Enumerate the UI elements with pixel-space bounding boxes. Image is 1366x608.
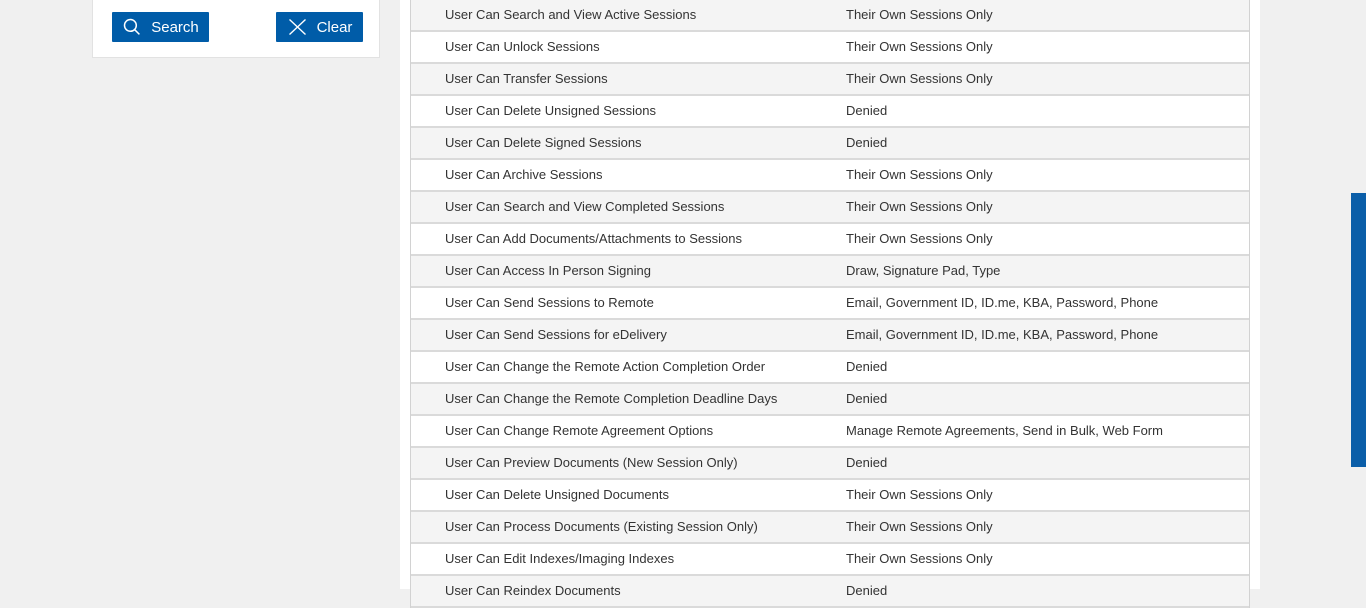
x-cross-icon (287, 17, 308, 37)
permission-value: Their Own Sessions Only (846, 231, 993, 246)
permission-value: Denied (846, 455, 888, 470)
permission-name: User Can Change the Remote Action Completion Order (445, 359, 766, 374)
table-row (411, 352, 1249, 384)
permission-name: User Can Edit Indexes/Imaging Indexes (445, 551, 675, 566)
permission-name: User Can Send Sessions to Remote (445, 295, 654, 310)
permission-value: Denied (846, 583, 888, 598)
table-row (411, 576, 1249, 608)
table-row (411, 128, 1249, 160)
permission-value: Denied (846, 359, 888, 374)
table-row (411, 320, 1249, 352)
scrollbar-thumb[interactable] (1351, 193, 1366, 467)
permission-value: Their Own Sessions Only (846, 519, 993, 534)
table-row (411, 32, 1249, 64)
permission-name: User Can Delete Unsigned Sessions (445, 103, 656, 118)
main-panel (400, 0, 1260, 598)
permission-value: Their Own Sessions Only (846, 39, 993, 54)
permission-name: User Can Archive Sessions (445, 167, 603, 182)
permission-name: User Can Add Documents/Attachments to Sessions (445, 231, 742, 246)
permission-name: User Can Send Sessions for eDelivery (445, 327, 667, 342)
search-button-label: Search (151, 18, 199, 36)
table-row (411, 512, 1249, 544)
permission-name: User Can Search and View Active Sessions (445, 7, 697, 22)
permission-name: User Can Delete Unsigned Documents (445, 487, 669, 502)
permission-value: Denied (846, 135, 888, 150)
permission-value: Draw, Signature Pad, Type (846, 263, 1001, 278)
permission-value: Denied (846, 103, 888, 118)
permission-name: User Can Delete Signed Sessions (445, 135, 642, 150)
permission-value: Their Own Sessions Only (846, 71, 993, 86)
permission-value: Their Own Sessions Only (846, 551, 993, 566)
permission-name: User Can Preview Documents (New Session Only) (445, 455, 738, 470)
permission-name: User Can Access In Person Signing (445, 263, 651, 278)
clear-button-label: Clear (316, 18, 353, 36)
search-button[interactable] (112, 12, 209, 42)
permission-name: User Can Transfer Sessions (445, 71, 608, 86)
table-row (411, 96, 1249, 128)
table-row (411, 160, 1249, 192)
table-row (411, 416, 1249, 448)
clear-button[interactable] (276, 12, 363, 42)
permission-value: Their Own Sessions Only (846, 199, 993, 214)
permission-name: User Can Process Documents (Existing Session Only) (445, 519, 758, 534)
table-row (411, 224, 1249, 256)
table-row (411, 480, 1249, 512)
permission-value: Email, Government ID, ID.me, KBA, Password, Phone (846, 295, 1159, 310)
permission-value: Their Own Sessions Only (846, 167, 993, 182)
permission-value: Email, Government ID, ID.me, KBA, Password, Phone (846, 327, 1159, 342)
table-row (411, 544, 1249, 576)
permission-value: Denied (846, 391, 888, 406)
permission-value: Their Own Sessions Only (846, 7, 993, 22)
table-row (411, 192, 1249, 224)
table-row (411, 448, 1249, 480)
permission-name: User Can Unlock Sessions (445, 39, 600, 54)
table-row (411, 64, 1249, 96)
permission-value: Their Own Sessions Only (846, 487, 993, 502)
search-panel (92, 0, 380, 58)
permission-name: User Can Change Remote Agreement Options (445, 423, 714, 438)
permissions-table (410, 0, 1250, 608)
table-row (411, 288, 1249, 320)
permission-name: User Can Search and View Completed Sessions (445, 199, 725, 214)
permission-name: User Can Change the Remote Completion Deadline Days (445, 391, 778, 406)
permission-name: User Can Reindex Documents (445, 583, 621, 598)
table-row (411, 384, 1249, 416)
permission-value: Manage Remote Agreements, Send in Bulk, Web Form (846, 423, 1163, 438)
table-row (411, 0, 1249, 32)
search-icon (122, 17, 142, 37)
table-row (411, 256, 1249, 288)
